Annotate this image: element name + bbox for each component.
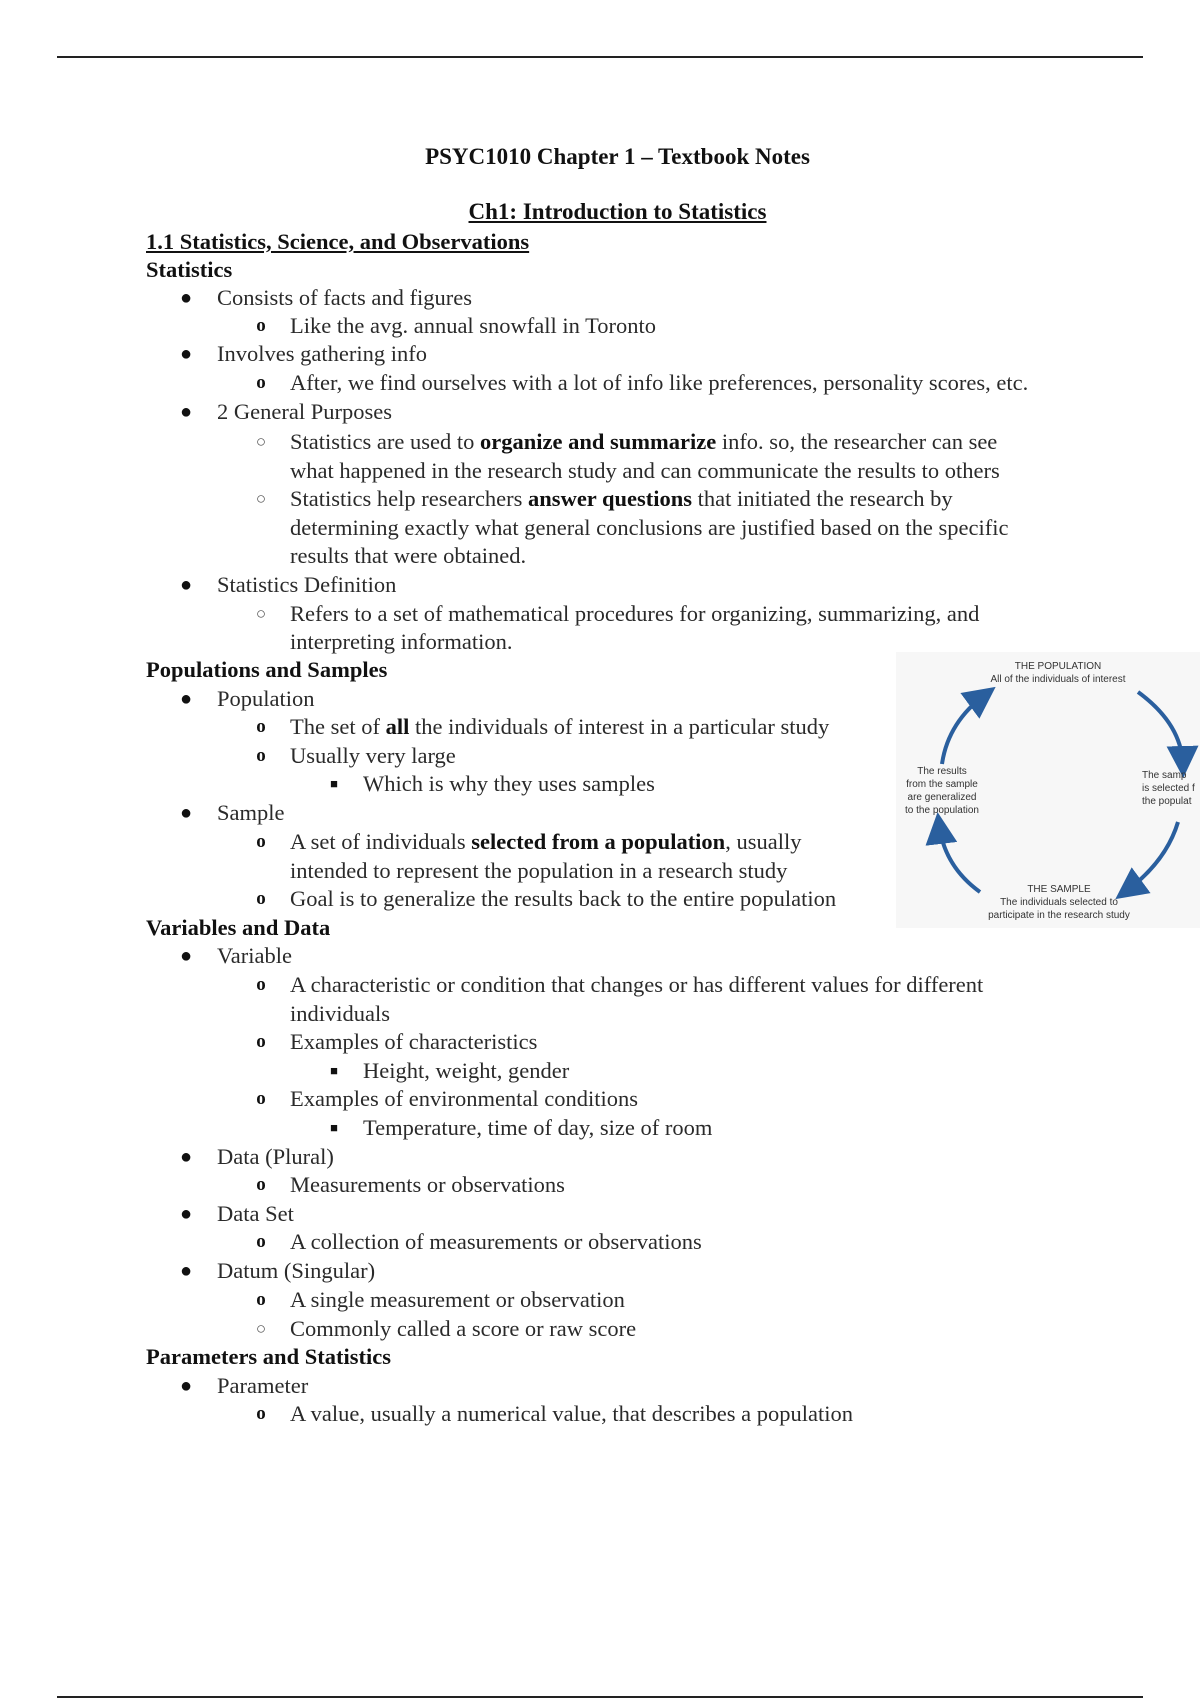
list-item: Datum (Singular) <box>217 1258 376 1283</box>
circle-bullet-icon: ○ <box>255 604 267 623</box>
bullet-icon: ● <box>179 1375 193 1397</box>
hollow-bullet-icon: o <box>256 315 266 336</box>
population-sample-diagram <box>896 652 1200 928</box>
list-item: Measurements or observations <box>290 1172 565 1197</box>
list-item: Parameter <box>217 1373 309 1398</box>
list-item: Variable <box>217 943 292 968</box>
list-item: Statistics are used to organize and summarize info. so, the researcher can see <box>290 429 998 454</box>
heading-statistics: Statistics <box>146 257 233 282</box>
list-item: The set of all the individuals of interest in a particular study <box>290 714 830 739</box>
hollow-bullet-icon: o <box>256 888 266 909</box>
list-item: After, we find ourselves with a lot of info like preferences, personality scores, etc. <box>290 370 1029 395</box>
bullet-icon: ● <box>179 688 193 710</box>
list-item: Population <box>217 686 315 711</box>
list-item: Usually very large <box>290 743 456 768</box>
sample-title: THE SAMPLE <box>1027 884 1091 895</box>
hollow-bullet-icon: o <box>256 831 266 852</box>
sample-description: participate in the research study <box>988 910 1130 921</box>
right-label-line: The samp <box>1142 770 1187 781</box>
square-bullet-icon: ■ <box>330 1063 338 1078</box>
bullet-icon: ● <box>179 574 193 596</box>
heading-populations: Populations and Samples <box>146 657 388 682</box>
list-item: Commonly called a score or raw score <box>290 1316 637 1341</box>
bullet-icon: ● <box>179 945 193 967</box>
bullet-icon: ● <box>179 401 193 423</box>
bullet-icon: ● <box>179 1260 193 1282</box>
list-item: Statistics help researchers answer questions that initiated the research by <box>290 486 953 511</box>
bullet-icon: ● <box>179 1203 193 1225</box>
square-bullet-icon: ■ <box>330 776 338 791</box>
list-item: Examples of environmental conditions <box>290 1086 639 1111</box>
list-item: Data Set <box>217 1201 294 1226</box>
list-item-continuation: individuals <box>290 1001 390 1026</box>
heading-variables: Variables and Data <box>146 915 331 940</box>
list-item-continuation: interpreting information. <box>290 629 513 654</box>
hollow-bullet-icon: o <box>256 372 266 393</box>
list-item: 2 General Purposes <box>217 399 392 424</box>
diagram-svg <box>896 652 1200 928</box>
circle-bullet-icon: ○ <box>255 432 267 451</box>
hollow-bullet-icon: o <box>256 1174 266 1195</box>
list-item-continuation: intended to represent the population in a research study <box>290 858 788 883</box>
right-label-line: is selected f <box>1142 783 1195 794</box>
hollow-bullet-icon: o <box>256 1403 266 1424</box>
list-item: A characteristic or condition that changes or has different values for different <box>290 972 984 997</box>
list-item: Height, weight, gender <box>363 1058 570 1083</box>
chapter-title: Ch1: Introduction to Statistics <box>468 199 767 224</box>
sample-description: The individuals selected to <box>1000 897 1118 908</box>
bullet-icon: ● <box>179 802 193 824</box>
circle-bullet-icon: ○ <box>255 1319 267 1338</box>
hollow-bullet-icon: o <box>256 716 266 737</box>
left-label-line: The results <box>917 766 967 777</box>
list-item-continuation: results that were obtained. <box>290 543 527 568</box>
population-title: THE POPULATION <box>1014 661 1102 672</box>
list-item: Examples of characteristics <box>290 1029 538 1054</box>
bullet-icon: ● <box>179 1146 193 1168</box>
list-item: A single measurement or observation <box>290 1287 625 1312</box>
list-item: Goal is to generalize the results back to the entire population <box>290 886 837 911</box>
list-item: A set of individuals selected from a population, usually <box>290 829 802 854</box>
top-rule <box>57 56 1143 58</box>
square-bullet-icon: ■ <box>330 1120 338 1135</box>
section-title: 1.1 Statistics, Science, and Observations <box>146 229 530 254</box>
list-item: Sample <box>217 800 285 825</box>
list-item: Which is why they uses samples <box>363 771 655 796</box>
list-item: Involves gathering info <box>217 341 427 366</box>
document-title: PSYC1010 Chapter 1 – Textbook Notes <box>425 144 810 169</box>
list-item: A value, usually a numerical value, that describes a population <box>290 1401 853 1426</box>
hollow-bullet-icon: o <box>256 1289 266 1310</box>
population-description: All of the individuals of interest <box>990 674 1126 685</box>
left-label-line: to the population <box>905 805 979 816</box>
hollow-bullet-icon: o <box>256 1088 266 1109</box>
bullet-icon: ● <box>179 343 193 365</box>
list-item: Consists of facts and figures <box>217 285 472 310</box>
list-item: A collection of measurements or observations <box>290 1229 702 1254</box>
bullet-icon: ● <box>179 287 193 309</box>
hollow-bullet-icon: o <box>256 1031 266 1052</box>
hollow-bullet-icon: o <box>256 745 266 766</box>
bottom-rule <box>57 1696 1143 1698</box>
heading-parameters: Parameters and Statistics <box>146 1344 391 1369</box>
list-item: Data (Plural) <box>217 1144 334 1169</box>
list-item: Temperature, time of day, size of room <box>363 1115 713 1140</box>
left-label-line: from the sample <box>906 779 978 790</box>
hollow-bullet-icon: o <box>256 1231 266 1252</box>
list-item: Statistics Definition <box>217 572 397 597</box>
circle-bullet-icon: ○ <box>255 489 267 508</box>
hollow-bullet-icon: o <box>256 974 266 995</box>
left-label-line: are generalized <box>907 792 977 803</box>
list-item: Like the avg. annual snowfall in Toronto <box>290 313 657 338</box>
list-item-continuation: determining exactly what general conclusions are justified based on the specific <box>290 515 1009 540</box>
list-item: Refers to a set of mathematical procedures for organizing, summarizing, and <box>290 601 980 626</box>
list-item-continuation: what happened in the research study and can communicate the results to others <box>290 458 1000 483</box>
right-label-line: the populat <box>1142 796 1192 807</box>
